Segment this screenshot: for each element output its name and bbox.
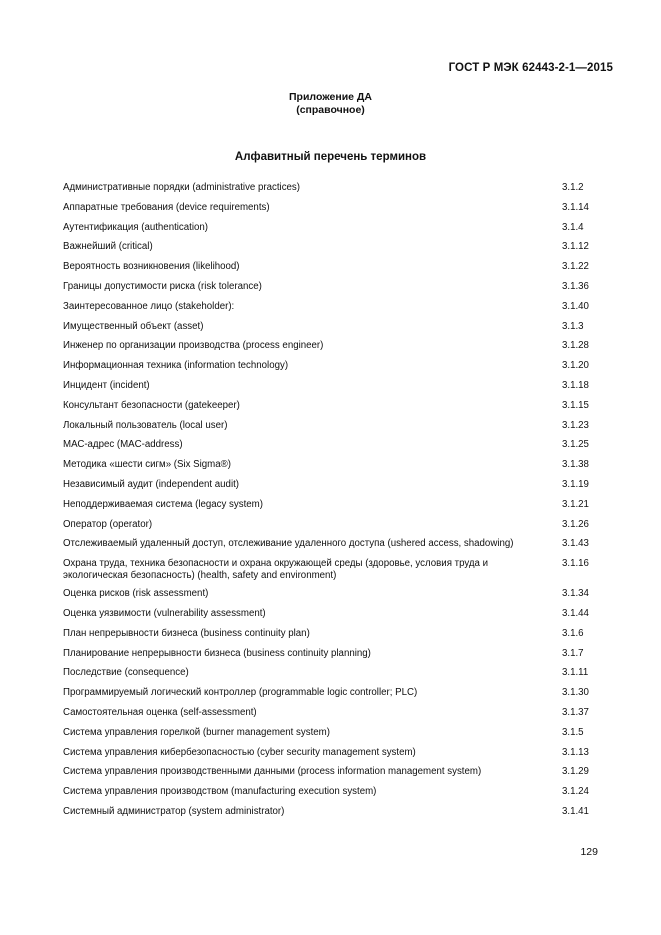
index-entry	[63, 747, 595, 767]
entry-ref: 3.1.16	[562, 558, 589, 570]
index-entry	[63, 479, 595, 499]
index-entry	[63, 261, 595, 281]
entry-ref: 3.1.28	[562, 340, 589, 352]
index-entry	[63, 687, 595, 707]
appendix-heading	[0, 91, 661, 117]
index-entry	[63, 499, 595, 519]
entry-term: Оценка уязвимости (vulnerability assessment)	[63, 607, 266, 619]
entry-ref: 3.1.21	[562, 498, 589, 510]
entry-term: Вероятность возникновения (likelihood)	[63, 261, 240, 273]
index-entry	[63, 588, 595, 608]
index-entry	[63, 380, 595, 400]
entry-ref: 3.1.34	[562, 588, 589, 600]
entry-ref: 3.1.23	[562, 419, 589, 431]
index-entry	[63, 321, 595, 341]
index-entry	[63, 281, 595, 301]
entry-ref: 3.1.29	[562, 766, 589, 778]
entry-ref: 3.1.3	[562, 320, 584, 332]
entry-term: Инженер по организации производства (process engineer)	[63, 340, 324, 352]
index-entry	[63, 182, 595, 202]
index-entry	[63, 340, 595, 360]
entry-term: Локальный пользователь (local user)	[63, 419, 228, 431]
entry-ref: 3.1.12	[562, 241, 589, 253]
entry-ref: 3.1.22	[562, 261, 589, 273]
index-entry	[63, 786, 595, 806]
index-entry	[63, 439, 595, 459]
appendix-title: Приложение ДА	[289, 91, 372, 103]
entry-term: Оператор (operator)	[63, 518, 153, 530]
entry-term: Аутентификация (authentication)	[63, 221, 209, 233]
entry-ref: 3.1.6	[562, 627, 584, 639]
entry-term: Имущественный объект (asset)	[63, 320, 204, 332]
index-entry	[63, 667, 595, 687]
entry-term: Система управления производственными данными (process information management system)	[63, 766, 482, 778]
entry-term: МАС-адрес (MAC-address)	[63, 439, 183, 451]
entry-term: Система управления производством (manufacturing execution system)	[63, 786, 377, 798]
index-entry	[63, 222, 595, 242]
entry-ref: 3.1.43	[562, 538, 589, 550]
entry-term: План непрерывности бизнеса (business continuity plan)	[63, 627, 310, 639]
entry-term: Отслеживаемый удаленный доступ, отслеживание удаленного доступа (ushered access, shadowing)	[63, 538, 514, 550]
index-entry	[63, 360, 595, 380]
entry-ref: 3.1.15	[562, 399, 589, 411]
entry-ref: 3.1.7	[562, 647, 584, 659]
entry-term: Методика «шести сигм» (Six Sigma®)	[63, 459, 231, 471]
entry-ref: 3.1.11	[562, 667, 589, 679]
index-entry	[63, 519, 595, 539]
entry-term: Охрана труда, техника безопасности и охрана окружающей среды (здоровье, условия труда и экологическая безопасность) (health, safety and environment)	[63, 558, 489, 581]
index-entry	[63, 400, 595, 420]
index-title: Алфавитный перечень терминов	[234, 151, 427, 163]
entry-ref: 3.1.2	[562, 182, 584, 193]
entry-term: Границы допустимости риска (risk tolerance)	[63, 280, 262, 292]
index-entry	[63, 806, 595, 826]
entry-term: Заинтересованное лицо (stakeholder):	[63, 300, 235, 312]
entry-ref: 3.1.26	[562, 518, 589, 530]
entry-ref: 3.1.5	[562, 726, 584, 738]
index-entry	[63, 707, 595, 727]
entry-ref: 3.1.40	[562, 300, 589, 312]
index-entry	[63, 558, 595, 588]
entry-ref: 3.1.20	[562, 360, 589, 372]
entry-term: Информационная техника (information technology)	[63, 360, 289, 372]
entry-term: Аппаратные требования (device requirements)	[63, 201, 270, 213]
entry-ref: 3.1.30	[562, 687, 589, 699]
entry-term: Система управления горелкой (burner management system)	[63, 726, 330, 738]
entry-term: Оценка рисков (risk assessment)	[63, 588, 209, 600]
entry-term: Системный администратор (system administrator)	[63, 805, 285, 817]
entry-term: Важнейший (critical)	[63, 241, 153, 253]
entry-term: Независимый аудит (independent audit)	[63, 478, 240, 490]
entry-ref: 3.1.25	[562, 439, 589, 451]
entry-ref: 3.1.36	[562, 280, 589, 292]
entry-ref: 3.1.13	[562, 746, 589, 758]
entry-ref: 3.1.37	[562, 706, 589, 718]
entry-term: Самостоятельная оценка (self-assessment)	[63, 706, 257, 718]
index-entry	[63, 727, 595, 747]
index-entry	[63, 628, 595, 648]
index-entry	[63, 538, 595, 558]
index-entry	[63, 241, 595, 261]
index-entry	[63, 420, 595, 440]
entry-ref: 3.1.19	[562, 478, 589, 490]
entry-ref: 3.1.18	[562, 379, 589, 391]
terms-index	[63, 182, 595, 826]
entry-ref: 3.1.41	[562, 805, 589, 817]
entry-term: Последствие (consequence)	[63, 667, 189, 679]
index-entry	[63, 766, 595, 786]
index-entry	[63, 301, 595, 321]
entry-ref: 3.1.44	[562, 607, 589, 619]
page-number: 129	[580, 846, 598, 858]
entry-ref: 3.1.4	[562, 221, 584, 233]
entry-ref: 3.1.24	[562, 786, 589, 798]
index-entry	[63, 459, 595, 479]
entry-ref: 3.1.14	[562, 201, 589, 213]
entry-term: Инцидент (incident)	[63, 379, 150, 391]
index-entry	[63, 202, 595, 222]
entry-term: Неподдерживаемая система (legacy system)	[63, 498, 263, 510]
index-entry	[63, 608, 595, 628]
entry-ref: 3.1.38	[562, 459, 589, 471]
document-code: ГОСТ Р МЭК 62443-2-1—2015	[448, 62, 613, 74]
entry-term: Консультант безопасности (gatekeeper)	[63, 399, 240, 411]
entry-term: Система управления кибербезопасностью (cyber security management system)	[63, 746, 416, 758]
entry-term: Административные порядки (administrative practices)	[63, 182, 300, 193]
entry-term: Программируемый логический контроллер (programmable logic controller; PLC)	[63, 687, 418, 699]
entry-term: Планирование непрерывности бизнеса (business continuity planning)	[63, 647, 371, 659]
appendix-subtitle: (справочное)	[296, 104, 365, 116]
index-entry	[63, 648, 595, 668]
